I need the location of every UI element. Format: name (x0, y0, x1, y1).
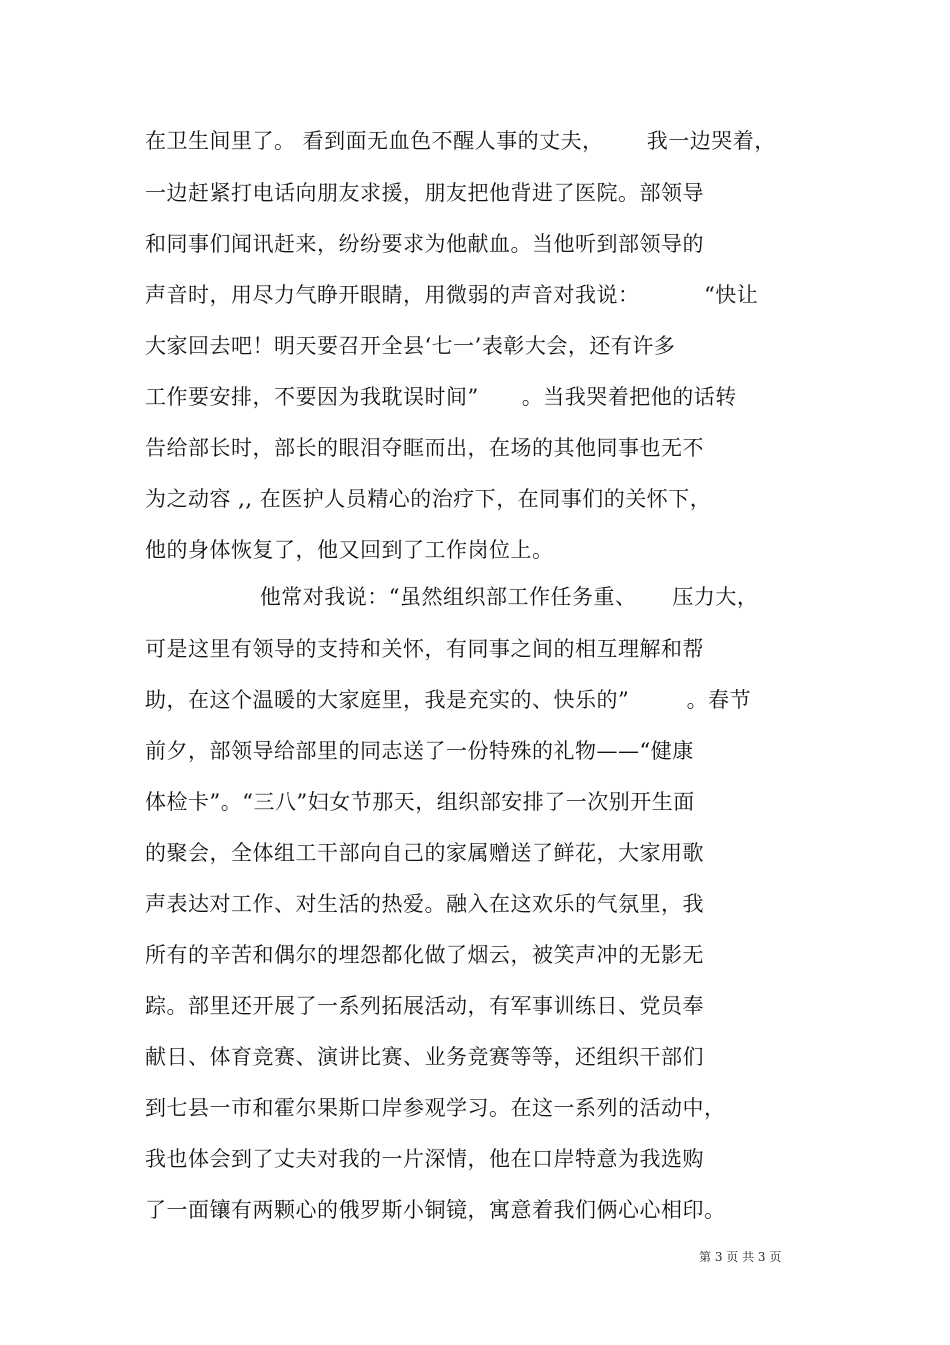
body-text-line: 可是这里有领导的支持和关怀，有同事之间的相互理解和帮 (145, 637, 704, 661)
body-text-line: 所有的辛苦和偶尔的埋怨都化做了烟云，被笑声冲的无影无 (145, 943, 704, 967)
body-text-line: 助，在这个温暖的大家庭里，我是充实的、快乐的” 。春节 (145, 688, 752, 712)
body-text-line: 为之动容 ,, 在医护人员精心的治疗下，在同事们的关怀下， (145, 487, 712, 511)
body-text-line: 大家回去吧！明天要召开全县‘七一’表彰大会，还有许多 (145, 334, 676, 358)
body-text-line: 的聚会，全体组工干部向自己的家属赠送了鲜花，大家用歌 (145, 841, 704, 865)
body-text-line: 声音时，用尽力气睁开眼睛，用微弱的声音对我说： “快让 (145, 283, 759, 307)
body-text-line: 和同事们闻讯赶来，纷纷要求为他献血。当他听到部领导的 (145, 232, 704, 256)
body-text-line: 一边赶紧打电话向朋友求援，朋友把他背进了医院。部领导 (145, 181, 704, 205)
body-text-line: 他的身体恢复了，他又回到了工作岗位上。 (145, 538, 554, 562)
body-text-line: 在卫生间里了。 看到面无血色不醒人事的丈夫， 我一边哭着， (145, 129, 776, 153)
body-text-line: 体检卡”。“三八”妇女节那天，组织部安排了一次别开生面 (145, 790, 695, 814)
body-text-line: 前夕，部领导给部里的同志送了一份特殊的礼物——“健康 (145, 739, 694, 763)
body-text-line: 献日、体育竞赛、演讲比赛、业务竞赛等等，还组织干部们 (145, 1045, 704, 1069)
body-text-line: 到七县一市和霍尔果斯口岸参观学习。在这一系列的活动中， (145, 1096, 726, 1120)
body-text-line: 工作要安排，不要因为我耽误时间” 。当我哭着把他的话转 (145, 385, 737, 409)
body-text-line: 了一面镶有两颗心的俄罗斯小铜镜，寓意着我们俩心心相印。 (145, 1198, 726, 1222)
body-text-line: 踪。部里还开展了一系列拓展活动，有军事训练日、党员奉 (145, 994, 704, 1018)
body-text-line: 告给部长时，部长的眼泪夺眶而出，在场的其他同事也无不 (145, 436, 704, 460)
body-text-line: 我也体会到了丈夫对我的一片深情，他在口岸特意为我选购 (145, 1147, 704, 1171)
body-text-line: 他常对我说：“虽然组织部工作任务重、 压力大， (145, 585, 759, 609)
body-text-line: 声表达对工作、对生活的热爱。融入在这欢乐的气氛里，我 (145, 892, 704, 916)
page-number-footer: 第 3 页 共 3 页 (699, 1250, 782, 1264)
